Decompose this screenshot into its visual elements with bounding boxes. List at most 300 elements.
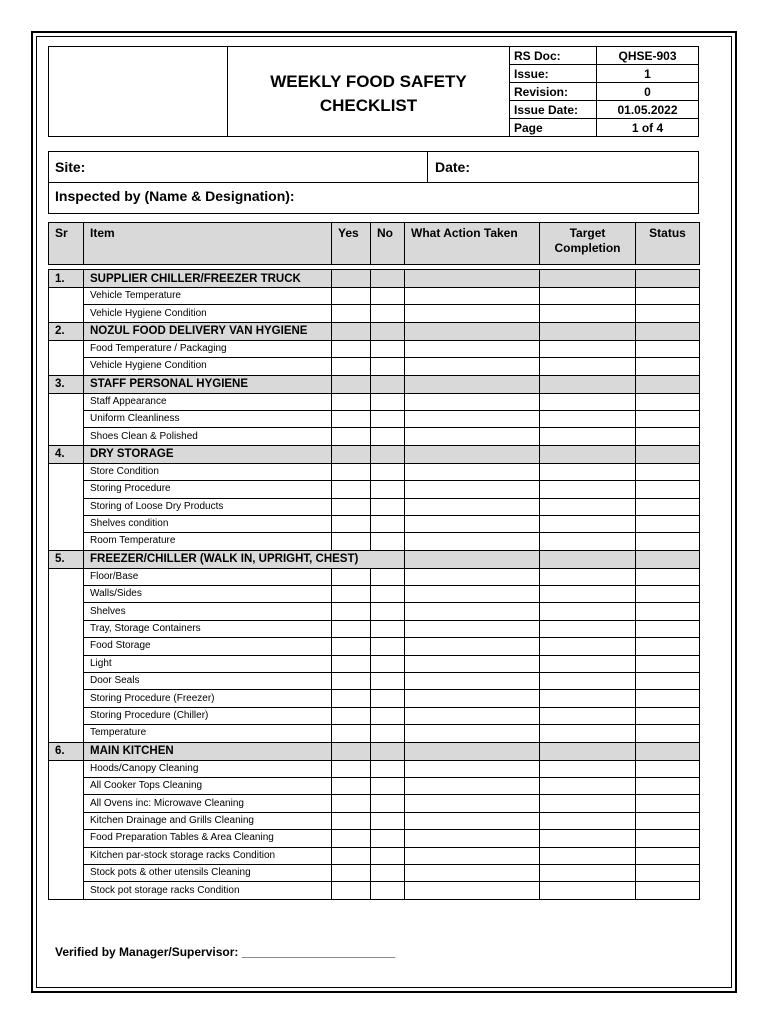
no-checkbox-cell[interactable] bbox=[371, 690, 405, 707]
item-sr-cell bbox=[49, 864, 84, 881]
status-cell[interactable] bbox=[636, 533, 700, 550]
action-taken-cell[interactable] bbox=[405, 428, 540, 445]
checklist-item-row bbox=[49, 603, 700, 620]
section-empty-cell bbox=[540, 742, 636, 760]
col-target-header: Target Completion bbox=[540, 223, 636, 265]
action-taken-cell[interactable] bbox=[405, 498, 540, 515]
section-empty-cell bbox=[540, 270, 636, 288]
checklist-item-row bbox=[49, 882, 700, 899]
item-label: Storing Procedure bbox=[84, 481, 332, 498]
target-completion-cell[interactable] bbox=[540, 340, 636, 357]
action-taken-cell[interactable] bbox=[405, 393, 540, 410]
action-taken-cell[interactable] bbox=[405, 638, 540, 655]
status-cell[interactable] bbox=[636, 620, 700, 637]
section-empty-cell bbox=[405, 270, 540, 288]
checklist-item-row bbox=[49, 533, 700, 550]
yes-checkbox-cell[interactable] bbox=[332, 707, 371, 724]
checklist-body bbox=[49, 270, 700, 900]
no-checkbox-cell[interactable] bbox=[371, 586, 405, 603]
checklist-item-row bbox=[49, 795, 700, 812]
section-row bbox=[49, 550, 700, 568]
target-completion-cell[interactable] bbox=[540, 603, 636, 620]
item-sr-cell bbox=[49, 830, 84, 847]
section-title: NOZUL FOOD DELIVERY VAN HYGIENE bbox=[84, 322, 332, 340]
action-taken-cell[interactable] bbox=[405, 655, 540, 672]
yes-checkbox-cell[interactable] bbox=[332, 288, 371, 305]
target-completion-cell[interactable] bbox=[540, 305, 636, 322]
action-taken-cell[interactable] bbox=[405, 864, 540, 881]
checklist-item-row bbox=[49, 707, 700, 724]
site-field[interactable]: Site: bbox=[49, 152, 428, 182]
checklist-item-row bbox=[49, 410, 700, 427]
item-sr-cell bbox=[49, 603, 84, 620]
meta-label: Issue: bbox=[510, 65, 597, 83]
target-completion-cell[interactable] bbox=[540, 690, 636, 707]
no-checkbox-cell[interactable] bbox=[371, 305, 405, 322]
checklist-item-row bbox=[49, 864, 700, 881]
table-header-row bbox=[49, 223, 700, 265]
status-cell[interactable] bbox=[636, 847, 700, 864]
checklist-item-row bbox=[49, 777, 700, 794]
item-sr-cell bbox=[49, 777, 84, 794]
yes-checkbox-cell[interactable] bbox=[332, 812, 371, 829]
checklist-item-row bbox=[49, 568, 700, 585]
no-checkbox-cell[interactable] bbox=[371, 410, 405, 427]
yes-checkbox-cell[interactable] bbox=[332, 673, 371, 690]
status-cell[interactable] bbox=[636, 830, 700, 847]
action-taken-cell[interactable] bbox=[405, 847, 540, 864]
no-checkbox-cell[interactable] bbox=[371, 795, 405, 812]
section-number: 3. bbox=[49, 375, 84, 393]
section-row bbox=[49, 270, 700, 288]
item-label: Storing of Loose Dry Products bbox=[84, 498, 332, 515]
yes-checkbox-cell[interactable] bbox=[332, 760, 371, 777]
action-taken-cell[interactable] bbox=[405, 707, 540, 724]
item-label: Walls/Sides bbox=[84, 586, 332, 603]
section-empty-cell bbox=[636, 322, 700, 340]
section-empty-cell bbox=[371, 270, 405, 288]
yes-checkbox-cell[interactable] bbox=[332, 410, 371, 427]
section-empty-cell bbox=[636, 445, 700, 463]
item-sr-cell bbox=[49, 690, 84, 707]
checklist-item-row bbox=[49, 515, 700, 532]
target-completion-cell[interactable] bbox=[540, 533, 636, 550]
site-info-block bbox=[48, 151, 699, 214]
action-taken-cell[interactable] bbox=[405, 673, 540, 690]
meta-value: 0 bbox=[597, 83, 699, 101]
no-checkbox-cell[interactable] bbox=[371, 620, 405, 637]
target-completion-cell[interactable] bbox=[540, 760, 636, 777]
no-checkbox-cell[interactable] bbox=[371, 393, 405, 410]
item-label: Shoes Clean & Polished bbox=[84, 428, 332, 445]
no-checkbox-cell[interactable] bbox=[371, 481, 405, 498]
yes-checkbox-cell[interactable] bbox=[332, 603, 371, 620]
item-label: Shelves condition bbox=[84, 515, 332, 532]
action-taken-cell[interactable] bbox=[405, 568, 540, 585]
status-cell[interactable] bbox=[636, 410, 700, 427]
no-checkbox-cell[interactable] bbox=[371, 777, 405, 794]
yes-checkbox-cell[interactable] bbox=[332, 481, 371, 498]
item-sr-cell bbox=[49, 760, 84, 777]
action-taken-cell[interactable] bbox=[405, 586, 540, 603]
action-taken-cell[interactable] bbox=[405, 410, 540, 427]
checklist-item-row bbox=[49, 690, 700, 707]
target-completion-cell[interactable] bbox=[540, 638, 636, 655]
section-empty-cell bbox=[405, 550, 540, 568]
yes-checkbox-cell[interactable] bbox=[332, 690, 371, 707]
status-cell[interactable] bbox=[636, 288, 700, 305]
section-empty-cell bbox=[636, 550, 700, 568]
yes-checkbox-cell[interactable] bbox=[332, 568, 371, 585]
no-checkbox-cell[interactable] bbox=[371, 533, 405, 550]
checklist-item-row bbox=[49, 428, 700, 445]
section-row bbox=[49, 445, 700, 463]
checklist-item-row bbox=[49, 358, 700, 375]
section-empty-cell bbox=[540, 322, 636, 340]
checklist-item-row bbox=[49, 393, 700, 410]
status-cell[interactable] bbox=[636, 725, 700, 742]
yes-checkbox-cell[interactable] bbox=[332, 463, 371, 480]
target-completion-cell[interactable] bbox=[540, 777, 636, 794]
yes-checkbox-cell[interactable] bbox=[332, 393, 371, 410]
title-line-1: WEEKLY FOOD SAFETY bbox=[270, 71, 467, 91]
yes-checkbox-cell[interactable] bbox=[332, 777, 371, 794]
target-completion-cell[interactable] bbox=[540, 463, 636, 480]
item-sr-cell bbox=[49, 812, 84, 829]
item-label: All Ovens inc: Microwave Cleaning bbox=[84, 795, 332, 812]
yes-checkbox-cell[interactable] bbox=[332, 358, 371, 375]
section-empty-cell bbox=[332, 742, 371, 760]
action-taken-cell[interactable] bbox=[405, 830, 540, 847]
col-sr-header: Sr bbox=[49, 223, 84, 265]
meta-label: Issue Date: bbox=[510, 101, 597, 119]
item-sr-cell bbox=[49, 288, 84, 305]
section-empty-cell bbox=[332, 445, 371, 463]
yes-checkbox-cell[interactable] bbox=[332, 428, 371, 445]
section-row bbox=[49, 742, 700, 760]
item-label: Uniform Cleanliness bbox=[84, 410, 332, 427]
item-sr-cell bbox=[49, 410, 84, 427]
yes-checkbox-cell[interactable] bbox=[332, 340, 371, 357]
item-label: Kitchen par-stock storage racks Condition bbox=[84, 847, 332, 864]
checklist-item-row bbox=[49, 830, 700, 847]
yes-checkbox-cell[interactable] bbox=[332, 864, 371, 881]
action-taken-cell[interactable] bbox=[405, 305, 540, 322]
no-checkbox-cell[interactable] bbox=[371, 638, 405, 655]
action-taken-cell[interactable] bbox=[405, 533, 540, 550]
section-number: 6. bbox=[49, 742, 84, 760]
checklist-item-row bbox=[49, 498, 700, 515]
item-label: Floor/Base bbox=[84, 568, 332, 585]
no-checkbox-cell[interactable] bbox=[371, 340, 405, 357]
document-title bbox=[228, 47, 510, 137]
item-sr-cell bbox=[49, 725, 84, 742]
meta-value: 1 bbox=[597, 65, 699, 83]
section-title: FREEZER/CHILLER (WALK IN, UPRIGHT, CHEST) bbox=[84, 550, 405, 568]
item-sr-cell bbox=[49, 847, 84, 864]
item-sr-cell bbox=[49, 463, 84, 480]
logo-area bbox=[49, 47, 228, 137]
no-checkbox-cell[interactable] bbox=[371, 882, 405, 899]
action-taken-cell[interactable] bbox=[405, 760, 540, 777]
meta-value: 1 of 4 bbox=[597, 119, 699, 137]
action-taken-cell[interactable] bbox=[405, 358, 540, 375]
target-completion-cell[interactable] bbox=[540, 515, 636, 532]
item-sr-cell bbox=[49, 638, 84, 655]
action-taken-cell[interactable] bbox=[405, 288, 540, 305]
status-cell[interactable] bbox=[636, 882, 700, 899]
yes-checkbox-cell[interactable] bbox=[332, 305, 371, 322]
item-sr-cell bbox=[49, 481, 84, 498]
item-label: Stock pots & other utensils Cleaning bbox=[84, 864, 332, 881]
title-line-2: CHECKLIST bbox=[319, 95, 418, 115]
section-empty-cell bbox=[540, 550, 636, 568]
no-checkbox-cell[interactable] bbox=[371, 568, 405, 585]
status-cell[interactable] bbox=[636, 655, 700, 672]
no-checkbox-cell[interactable] bbox=[371, 830, 405, 847]
section-empty-cell bbox=[636, 270, 700, 288]
section-number: 1. bbox=[49, 270, 84, 288]
target-completion-cell[interactable] bbox=[540, 795, 636, 812]
item-label: Food Storage bbox=[84, 638, 332, 655]
target-completion-cell[interactable] bbox=[540, 864, 636, 881]
item-sr-cell bbox=[49, 428, 84, 445]
target-completion-cell[interactable] bbox=[540, 358, 636, 375]
no-checkbox-cell[interactable] bbox=[371, 707, 405, 724]
status-cell[interactable] bbox=[636, 760, 700, 777]
action-taken-cell[interactable] bbox=[405, 463, 540, 480]
item-label: Storing Procedure (Chiller) bbox=[84, 707, 332, 724]
no-checkbox-cell[interactable] bbox=[371, 725, 405, 742]
section-empty-cell bbox=[636, 375, 700, 393]
action-taken-cell[interactable] bbox=[405, 620, 540, 637]
target-completion-cell[interactable] bbox=[540, 481, 636, 498]
yes-checkbox-cell[interactable] bbox=[332, 795, 371, 812]
checklist-item-row bbox=[49, 673, 700, 690]
section-empty-cell bbox=[371, 375, 405, 393]
inspected-by-field[interactable]: Inspected by (Name & Designation): bbox=[55, 188, 295, 204]
section-empty-cell bbox=[371, 742, 405, 760]
item-label: Staff Appearance bbox=[84, 393, 332, 410]
no-checkbox-cell[interactable] bbox=[371, 515, 405, 532]
no-checkbox-cell[interactable] bbox=[371, 864, 405, 881]
action-taken-cell[interactable] bbox=[405, 795, 540, 812]
status-cell[interactable] bbox=[636, 638, 700, 655]
section-row bbox=[49, 375, 700, 393]
status-cell[interactable] bbox=[636, 358, 700, 375]
no-checkbox-cell[interactable] bbox=[371, 812, 405, 829]
item-label: Vehicle Temperature bbox=[84, 288, 332, 305]
checklist-item-row bbox=[49, 847, 700, 864]
target-completion-cell[interactable] bbox=[540, 498, 636, 515]
section-number: 4. bbox=[49, 445, 84, 463]
action-taken-cell[interactable] bbox=[405, 481, 540, 498]
action-taken-cell[interactable] bbox=[405, 690, 540, 707]
status-cell[interactable] bbox=[636, 812, 700, 829]
item-label: Store Condition bbox=[84, 463, 332, 480]
status-cell[interactable] bbox=[636, 515, 700, 532]
no-checkbox-cell[interactable] bbox=[371, 603, 405, 620]
section-empty-cell bbox=[540, 375, 636, 393]
target-completion-cell[interactable] bbox=[540, 410, 636, 427]
section-title: DRY STORAGE bbox=[84, 445, 332, 463]
no-checkbox-cell[interactable] bbox=[371, 673, 405, 690]
action-taken-cell[interactable] bbox=[405, 777, 540, 794]
item-label: Door Seals bbox=[84, 673, 332, 690]
item-label: Hoods/Canopy Cleaning bbox=[84, 760, 332, 777]
action-taken-cell[interactable] bbox=[405, 603, 540, 620]
yes-checkbox-cell[interactable] bbox=[332, 620, 371, 637]
meta-value: 01.05.2022 bbox=[597, 101, 699, 119]
yes-checkbox-cell[interactable] bbox=[332, 655, 371, 672]
meta-label: Page bbox=[510, 119, 597, 137]
section-empty-cell bbox=[371, 322, 405, 340]
item-sr-cell bbox=[49, 882, 84, 899]
target-completion-cell[interactable] bbox=[540, 568, 636, 585]
status-cell[interactable] bbox=[636, 481, 700, 498]
status-cell[interactable] bbox=[636, 673, 700, 690]
meta-label: RS Doc: bbox=[510, 47, 597, 65]
checklist-table bbox=[48, 222, 700, 900]
section-empty-cell bbox=[332, 270, 371, 288]
checklist-item-row bbox=[49, 812, 700, 829]
target-completion-cell[interactable] bbox=[540, 655, 636, 672]
item-label: All Cooker Tops Cleaning bbox=[84, 777, 332, 794]
target-completion-cell[interactable] bbox=[540, 673, 636, 690]
item-sr-cell bbox=[49, 498, 84, 515]
action-taken-cell[interactable] bbox=[405, 725, 540, 742]
yes-checkbox-cell[interactable] bbox=[332, 515, 371, 532]
checklist-item-row bbox=[49, 305, 700, 322]
section-empty-cell bbox=[332, 322, 371, 340]
item-label: Shelves bbox=[84, 603, 332, 620]
section-title: SUPPLIER CHILLER/FREEZER TRUCK bbox=[84, 270, 332, 288]
item-sr-cell bbox=[49, 533, 84, 550]
item-label: Vehicle Hygiene Condition bbox=[84, 305, 332, 322]
checklist-item-row bbox=[49, 655, 700, 672]
checklist-item-row bbox=[49, 620, 700, 637]
item-label: Kitchen Drainage and Grills Cleaning bbox=[84, 812, 332, 829]
col-action-header: What Action Taken bbox=[405, 223, 540, 265]
checklist-item-row bbox=[49, 725, 700, 742]
checklist-item-row bbox=[49, 638, 700, 655]
item-label: Stock pot storage racks Condition bbox=[84, 882, 332, 899]
no-checkbox-cell[interactable] bbox=[371, 428, 405, 445]
target-completion-cell[interactable] bbox=[540, 586, 636, 603]
yes-checkbox-cell[interactable] bbox=[332, 882, 371, 899]
item-label: Vehicle Hygiene Condition bbox=[84, 358, 332, 375]
checklist-item-row bbox=[49, 288, 700, 305]
target-completion-cell[interactable] bbox=[540, 830, 636, 847]
section-title: MAIN KITCHEN bbox=[84, 742, 332, 760]
no-checkbox-cell[interactable] bbox=[371, 288, 405, 305]
status-cell[interactable] bbox=[636, 305, 700, 322]
status-cell[interactable] bbox=[636, 463, 700, 480]
col-yes-header: Yes bbox=[332, 223, 371, 265]
item-sr-cell bbox=[49, 305, 84, 322]
yes-checkbox-cell[interactable] bbox=[332, 638, 371, 655]
target-completion-cell[interactable] bbox=[540, 882, 636, 899]
yes-checkbox-cell[interactable] bbox=[332, 725, 371, 742]
section-empty-cell bbox=[540, 445, 636, 463]
item-label: Tray, Storage Containers bbox=[84, 620, 332, 637]
status-cell[interactable] bbox=[636, 795, 700, 812]
section-empty-cell bbox=[405, 322, 540, 340]
section-empty-cell bbox=[405, 445, 540, 463]
col-item-header: Item bbox=[84, 223, 332, 265]
target-completion-cell[interactable] bbox=[540, 288, 636, 305]
action-taken-cell[interactable] bbox=[405, 515, 540, 532]
section-empty-cell bbox=[371, 445, 405, 463]
yes-checkbox-cell[interactable] bbox=[332, 830, 371, 847]
item-label: Room Temperature bbox=[84, 533, 332, 550]
target-completion-cell[interactable] bbox=[540, 725, 636, 742]
item-sr-cell bbox=[49, 655, 84, 672]
target-completion-cell[interactable] bbox=[540, 812, 636, 829]
verified-by-line[interactable]: Verified by Manager/Supervisor: _______________________ bbox=[55, 945, 396, 959]
section-empty-cell bbox=[332, 375, 371, 393]
item-sr-cell bbox=[49, 340, 84, 357]
item-sr-cell bbox=[49, 358, 84, 375]
no-checkbox-cell[interactable] bbox=[371, 847, 405, 864]
action-taken-cell[interactable] bbox=[405, 340, 540, 357]
item-label: Temperature bbox=[84, 725, 332, 742]
item-sr-cell bbox=[49, 707, 84, 724]
no-checkbox-cell[interactable] bbox=[371, 358, 405, 375]
status-cell[interactable] bbox=[636, 393, 700, 410]
status-cell[interactable] bbox=[636, 603, 700, 620]
checklist-item-row bbox=[49, 463, 700, 480]
date-field[interactable]: Date: bbox=[435, 159, 471, 175]
no-checkbox-cell[interactable] bbox=[371, 463, 405, 480]
checklist-item-row bbox=[49, 760, 700, 777]
meta-value: QHSE-903 bbox=[597, 47, 699, 65]
section-empty-cell bbox=[405, 375, 540, 393]
item-sr-cell bbox=[49, 568, 84, 585]
target-completion-cell[interactable] bbox=[540, 847, 636, 864]
yes-checkbox-cell[interactable] bbox=[332, 533, 371, 550]
col-status-header: Status bbox=[636, 223, 700, 265]
target-completion-cell[interactable] bbox=[540, 620, 636, 637]
item-sr-cell bbox=[49, 393, 84, 410]
item-label: Light bbox=[84, 655, 332, 672]
item-label: Storing Procedure (Freezer) bbox=[84, 690, 332, 707]
no-checkbox-cell[interactable] bbox=[371, 760, 405, 777]
status-cell[interactable] bbox=[636, 777, 700, 794]
item-sr-cell bbox=[49, 586, 84, 603]
status-cell[interactable] bbox=[636, 690, 700, 707]
status-cell[interactable] bbox=[636, 586, 700, 603]
status-cell[interactable] bbox=[636, 707, 700, 724]
status-cell[interactable] bbox=[636, 428, 700, 445]
target-completion-cell[interactable] bbox=[540, 707, 636, 724]
status-cell[interactable] bbox=[636, 864, 700, 881]
target-completion-cell[interactable] bbox=[540, 393, 636, 410]
yes-checkbox-cell[interactable] bbox=[332, 847, 371, 864]
status-cell[interactable] bbox=[636, 340, 700, 357]
action-taken-cell[interactable] bbox=[405, 812, 540, 829]
yes-checkbox-cell[interactable] bbox=[332, 586, 371, 603]
status-cell[interactable] bbox=[636, 498, 700, 515]
yes-checkbox-cell[interactable] bbox=[332, 498, 371, 515]
checklist-item-row bbox=[49, 481, 700, 498]
section-title: STAFF PERSONAL HYGIENE bbox=[84, 375, 332, 393]
status-cell[interactable] bbox=[636, 568, 700, 585]
no-checkbox-cell[interactable] bbox=[371, 498, 405, 515]
no-checkbox-cell[interactable] bbox=[371, 655, 405, 672]
target-completion-cell[interactable] bbox=[540, 428, 636, 445]
action-taken-cell[interactable] bbox=[405, 882, 540, 899]
